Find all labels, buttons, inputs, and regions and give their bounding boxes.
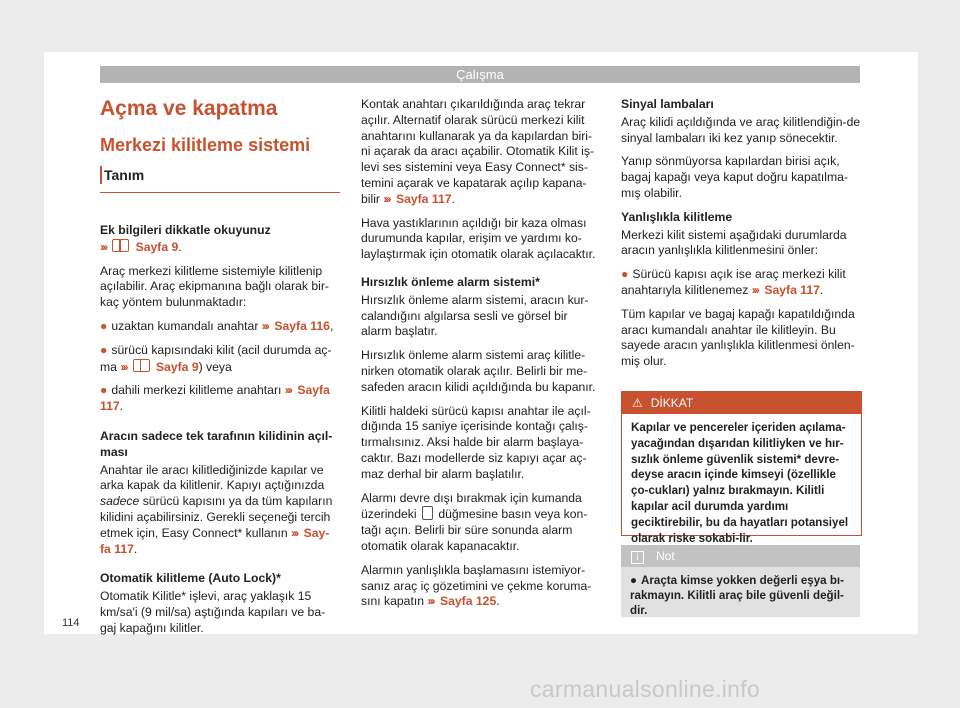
bullet-icon: ● <box>621 267 629 282</box>
ref-link[interactable]: Sayfa 116 <box>274 318 330 333</box>
paragraph: Otomatik Kilitle* işlevi, araç yaklaşık 15 km/sa'i (9 mil/sa) aştığında kapıları ve ba-gaj kapağını kilitler. <box>100 589 326 635</box>
paragraph: Hırsızlık önleme alarm sistemi araç kilitle-nirken otomatik olarak açılır. Belirli bir me-safeden aracın kilidi açıldığında bu kapanır. <box>361 348 596 394</box>
paragraph: Hava yastıklarının açıldığı bir kaza olması durumunda kapılar, erişim ve yardımı ko-laylaştırmak için otomatik olarak açılacaktır. <box>361 215 596 262</box>
chapter-header: Çalışma <box>100 66 860 83</box>
watermark: carmanualsonline.info <box>530 676 761 702</box>
paragraph: Anahtar ile aracı kilitlediğinizde kapılar ve arka kapak da kilitlenir. Kapıyı açtığınızda sadece sürücü kapısını ya da tüm kapıların kilidini açabilirsiniz. Gerekli seçeneği tercih etmek için, Easy Connect* kullanın ››› Say-fa 117. <box>100 462 333 556</box>
subheading: Yanlışlıkla kilitleme <box>621 209 733 224</box>
column-3 <box>621 97 861 378</box>
subheading: Hırsızlık önleme alarm sistemi* <box>361 274 540 289</box>
warning-triangle-icon: ⚠ <box>632 396 643 410</box>
warning-box <box>621 391 862 545</box>
paragraph: Merkezi kilit sistemi aşağıdaki durumlarda aracın yanlışlıkla kilitlenmesini önler: <box>621 227 847 258</box>
bullet-icon: ● <box>100 318 108 333</box>
paragraph: Alarmı devre dışı bırakmak için kumanda üzerindeki düğmesine basın veya kon-tağı açın. Belirli bir süre sonunda alarm otomatik olarak kapanacaktır. <box>361 490 588 553</box>
arrow-icon: ››› <box>120 359 127 374</box>
ref-link[interactable]: Say-fa 117 <box>100 525 330 556</box>
bullet-item: ● uzaktan kumandalı anahtar ››› Sayfa 116, <box>100 318 334 333</box>
bullet-item: ● sürücü kapısındaki kilit (acil durumda aç-ma ››› Sayfa 9) veya <box>100 342 332 374</box>
arrow-icon: ››› <box>383 191 390 206</box>
arrow-icon: ››› <box>261 318 268 333</box>
warning-header: ⚠ DİKKAT <box>622 392 861 414</box>
ref-link[interactable]: Sayfa 9 <box>135 239 179 254</box>
paragraph: Alarmın yanlışlıkla başlamasını istemiyor-sanız araç iç gözetimini ve çekme koruma-sını kapatın ››› Sayfa 125. <box>361 562 592 609</box>
paragraph: Kontak anahtarı çıkarıldığında araç tekrar açılır. Alternatif olarak sürücü merkezi kilit anahtarını kullanarak ya da kapılardan biri-ni açarak da aracı açabilir. Otomatik Kilit iş-levi ses sistemini veya Easy Connect* sis-temini açarak ve kapatarak açılıp kapana-bilir ››› Sayfa 117. <box>361 97 595 206</box>
bullet-icon: ● <box>100 342 108 357</box>
subheading: Otomatik kilitleme (Auto Lock)* <box>100 571 281 586</box>
paragraph: Araç kilidi açıldığında ve araç kilitlendiğin-de sinyal lambaları iki kez yanıp sönecektir. <box>621 114 861 145</box>
warning-text: Kapılar ve pencereler içeriden açılama-yacağından dışarıdan kilitliyken ve hır-sızlık önleme güvenlik sistemi* devre-deyse aracın içinde kimseyi (özellikle ço-cukları) yalnız bırakmayın. Kilitli kapılar acil durumda yardımı geciktirebilir, bu da hayatları potansiyel olarak riske sokabi-lir. <box>631 421 849 545</box>
paragraph: Tüm kapılar ve bagaj kapağı kapatıldığında aracı kumandalı anahtar ile kilitleyin. Bu sayede aracın yanlışlıkla kilitlenmesi önlen-miş olur. <box>621 306 855 369</box>
arrow-icon: ››› <box>291 525 298 540</box>
paragraph: Kilitli haldeki sürücü kapısı anahtar ile açıl-dığında 15 saniye içerisinde kontağı çalış-tırmalısınız. Aksi halde bir alarm başlaya-caktır. Bazı modellerde siz kapıyı açar aç-maz derhal bir alarm başlatılır. <box>361 403 591 481</box>
book-icon <box>133 359 150 372</box>
arrow-icon: ››› <box>100 239 107 254</box>
column-2 <box>361 97 601 618</box>
page-title: Açma ve kapatma <box>100 97 278 120</box>
section-heading-tanim: Tanım <box>100 166 340 184</box>
paragraph: Araç merkezi kilitleme sistemiyle kilitlenip açılabilir. Araç ekipmanına bağlı olarak bir-kaç yöntem bulunmaktadır: <box>100 263 329 310</box>
ref-link[interactable]: Sayfa 9 <box>155 359 199 374</box>
paragraph: Hırsızlık önleme alarm sistemi, aracın kur-calandığını algılarsa sesli ve görsel bir alarm başlatır. <box>361 292 589 339</box>
bullet-item: ● Sürücü kapısı açık ise araç merkezi kilit anahtarıyla kilitlenemez ››› Sayfa 117. <box>621 267 846 297</box>
arrow-icon: ››› <box>284 383 291 398</box>
info-icon: i <box>631 551 644 564</box>
arrow-icon: ››› <box>751 282 758 297</box>
bullet-icon: ● <box>100 383 108 398</box>
note-header: i Not <box>621 545 860 567</box>
note-text: ● Araçta kimse yokken değerli eşya bı-rakmayın. Kilitli araç bile güvenli değil-dir. <box>630 574 845 617</box>
ref-link[interactable]: Sayfa 117 <box>100 383 330 414</box>
subheading: Sinyal lambaları <box>621 97 714 111</box>
ref-link[interactable]: Sayfa 117 <box>764 282 820 297</box>
arrow-icon: ››› <box>427 594 434 609</box>
ref-link[interactable]: Sayfa 117 <box>395 191 452 206</box>
bullet-item: ● dahili merkezi kilitleme anahtarı ››› Sayfa 117. <box>100 383 330 414</box>
column-1 <box>100 90 340 645</box>
note-box <box>621 545 860 617</box>
section-subtitle: Merkezi kilitleme sistemi <box>100 135 311 155</box>
remote-button-icon <box>422 506 433 520</box>
section-rule <box>100 192 340 193</box>
intro-block: Ek bilgileri dikkatle okuyunuz ››› Sayfa 9. <box>100 223 271 254</box>
intro-bold: Ek bilgileri dikkatle okuyunuz <box>100 223 271 237</box>
paragraph: Yanıp sönmüyorsa kapılardan birisi açık, bagaj kapağı veya kaput doğru kapatılma-mış olabilir. <box>621 154 848 200</box>
bullet-icon: ● <box>630 574 638 587</box>
subheading: Aracın sadece tek tarafının kilidinin açıl-ması <box>100 428 333 459</box>
ref-link[interactable]: Sayfa 125 <box>439 594 497 609</box>
book-icon <box>112 239 129 252</box>
page-number: 114 <box>62 617 80 629</box>
